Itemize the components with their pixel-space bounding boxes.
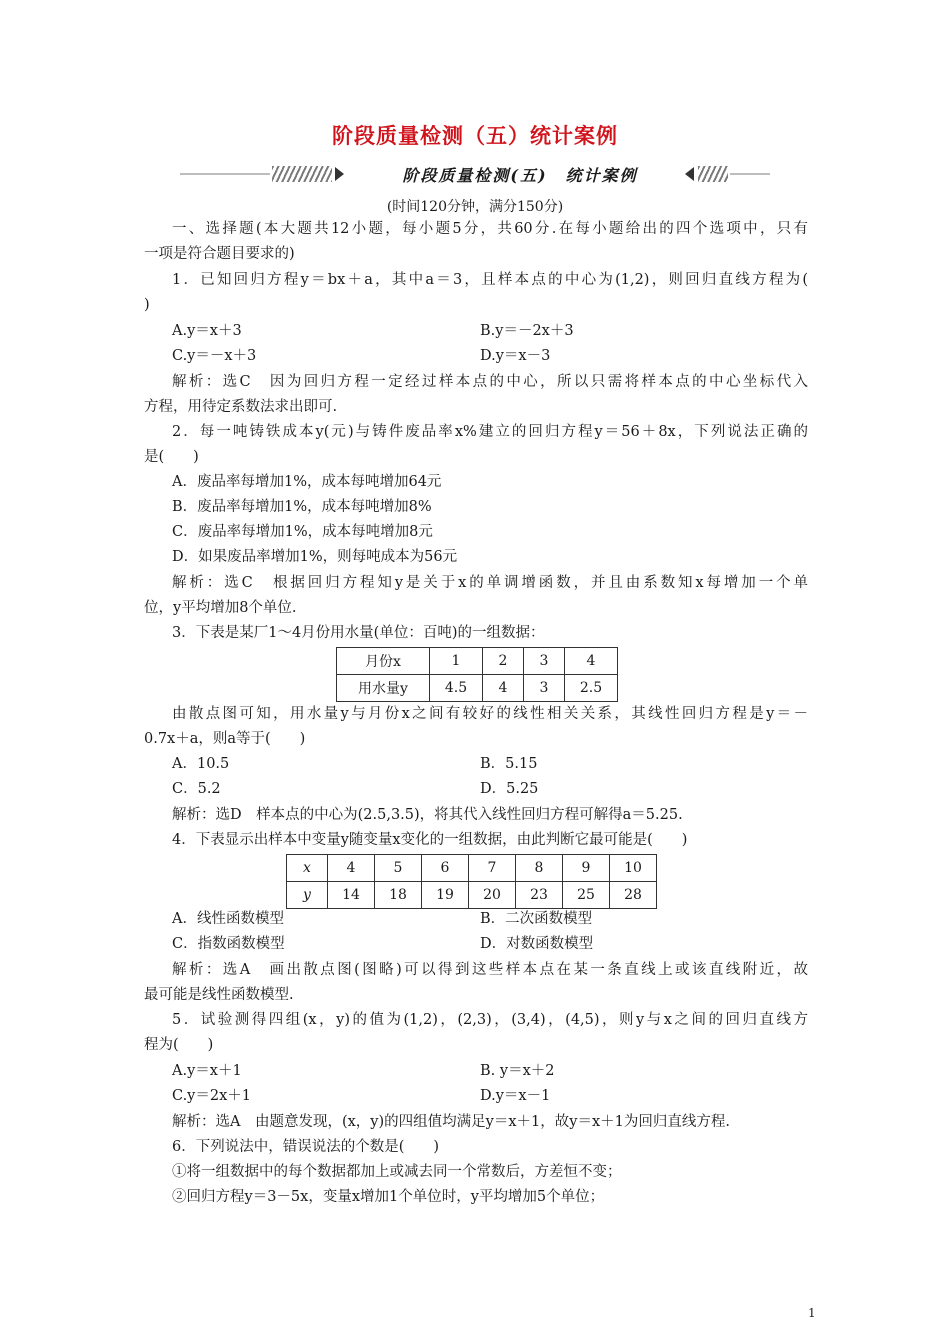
table-cell: 3 <box>524 648 565 675</box>
banner-right-hatch <box>698 166 728 182</box>
table-cell: 4 <box>483 675 524 702</box>
q4-option-b: B．二次函数模型 <box>480 911 593 927</box>
table-cell: 2.5 <box>565 675 618 702</box>
q5-option-c: C.y＝2x＋1 <box>172 1088 252 1104</box>
q5-stem: 5．试验测得四组(x，y)的值为(1,2)，(2,3)，(3,4)，(4,5)，则y与x之间的回归直线方 <box>172 1012 808 1028</box>
q1-option-d: D.y＝x－3 <box>480 348 551 364</box>
table-row <box>287 882 657 909</box>
table-cell: 19 <box>422 882 469 909</box>
table-cell: 3 <box>524 675 565 702</box>
page-title: 阶段质量检测（五）统计案例 <box>332 123 618 148</box>
q2-option-d: D．如果废品率增加1%，则每吨成本为56元 <box>172 549 458 565</box>
q4-data-table <box>286 854 657 909</box>
q4-option-a: A．线性函数模型 <box>172 911 284 927</box>
q1-option-a: A.y＝x＋3 <box>172 323 242 339</box>
table-cell: x <box>287 855 328 882</box>
q5-answer: 解析：选A 由题意发现，(x，y)的四组值均满足y＝x＋1，故y＝x＋1为回归直线方程. <box>172 1114 730 1130</box>
table-cell: 4 <box>565 648 618 675</box>
q6-item-1: ①将一组数据中的每个数据都加上或减去同一个常数后，方差恒不变； <box>172 1164 622 1180</box>
q2-option-c: C．废品率每增加1%，成本每吨增加8元 <box>172 524 433 540</box>
q1-answer-cont: 方程，用待定系数法求出即可. <box>144 399 338 415</box>
section-header-cont: 一项是符合题目要求的) <box>144 246 295 262</box>
q3-answer: 解析：选D 样本点的中心为(2.5,3.5)，将其代入线性回归方程可解得a＝5.25. <box>172 807 683 823</box>
table-cell: 2 <box>483 648 524 675</box>
q1-answer: 解析：选C 因为回归方程一定经过样本点的中心，所以只需将样本点的中心坐标代入 <box>172 374 808 390</box>
title-banner <box>180 163 770 185</box>
table-cell: 5 <box>375 855 422 882</box>
table-cell: 6 <box>422 855 469 882</box>
banner-right-arrow-icon <box>335 167 344 181</box>
q1-stem: 1．已知回归方程y＝bx＋a，其中a＝3，且样本点的中心为(1,2)，则回归直线方程为( <box>172 272 808 288</box>
q5-stem-cont: 程为( ) <box>144 1037 214 1053</box>
q2-option-a: A．废品率每增加1%，成本每吨增加64元 <box>172 474 442 490</box>
exam-time-score: (时间120分钟，满分150分) <box>386 199 564 215</box>
q4-answer: 解析：选A 画出散点图(图略)可以得到这些样本点在某一条直线上或该直线附近，故 <box>172 962 808 978</box>
q1-stem-cont: ) <box>144 297 150 313</box>
table-cell: 4.5 <box>430 675 483 702</box>
banner-left-rule <box>180 173 270 175</box>
section-header: 一、选择题(本大题共12小题，每小题5分，共60分.在每小题给出的四个选项中，只有 <box>172 221 808 237</box>
table-cell: 1 <box>430 648 483 675</box>
q3-text-cont: 0.7x＋a，则a等于( ) <box>144 731 306 747</box>
q6-item-2: ②回归方程y＝3－5x，变量x增加1个单位时，y平均增加5个单位； <box>172 1189 605 1205</box>
q3-option-a: A．10.5 <box>172 756 230 772</box>
q5-option-d: D.y＝x－1 <box>480 1088 551 1104</box>
q2-stem-cont: 是( ) <box>144 449 199 465</box>
q3-stem: 3．下表是某厂1～4月份用水量(单位：百吨)的一组数据： <box>172 625 545 641</box>
table-cell: 4 <box>328 855 375 882</box>
q3-option-b: B．5.15 <box>480 756 538 772</box>
table-row <box>287 855 657 882</box>
q4-answer-cont: 最可能是线性函数模型. <box>144 987 294 1003</box>
table-cell: 14 <box>328 882 375 909</box>
table-cell: 9 <box>563 855 610 882</box>
banner-title: 阶段质量检测(五) 统计案例 <box>402 166 638 185</box>
banner-left-arrow-icon <box>685 167 694 181</box>
q3-option-c: C．5.2 <box>172 781 221 797</box>
table-cell: 10 <box>610 855 657 882</box>
table-cell: 月份x <box>337 648 430 675</box>
q3-data-table <box>336 647 618 702</box>
table-cell: 23 <box>516 882 563 909</box>
table-cell: y <box>287 882 328 909</box>
q2-stem: 2．每一吨铸铁成本y(元)与铸件废品率x%建立的回归方程y＝56＋8x，下列说法正确的 <box>172 424 808 440</box>
q5-option-a: A.y＝x＋1 <box>172 1063 242 1079</box>
q4-option-c: C．指数函数模型 <box>172 936 285 952</box>
q3-option-d: D．5.25 <box>480 781 539 797</box>
table-cell: 28 <box>610 882 657 909</box>
page-number: 1 <box>808 1306 816 1320</box>
table-row <box>337 675 618 702</box>
table-cell: 7 <box>469 855 516 882</box>
banner-right-rule <box>730 173 770 175</box>
q2-option-b: B．废品率每增加1%，成本每吨增加8% <box>172 499 432 515</box>
table-cell: 8 <box>516 855 563 882</box>
q1-option-c: C.y＝－x＋3 <box>172 348 257 364</box>
table-cell: 25 <box>563 882 610 909</box>
table-row <box>337 648 618 675</box>
banner-left-hatch <box>272 166 332 182</box>
q2-answer-cont: 位，y平均增加8个单位. <box>144 600 297 616</box>
q4-option-d: D．对数函数模型 <box>480 936 594 952</box>
q1-option-b: B.y＝－2x＋3 <box>480 323 574 339</box>
q2-answer: 解析：选C 根据回归方程知y是关于x的单调增函数，并且由系数知x每增加一个单 <box>172 575 808 591</box>
q3-text: 由散点图可知，用水量y与月份x之间有较好的线性相关关系，其线性回归方程是y＝－ <box>172 706 808 722</box>
table-cell: 用水量y <box>337 675 430 702</box>
q6-stem: 6．下列说法中，错误说法的个数是( ) <box>172 1139 440 1155</box>
q4-stem: 4．下表显示出样本中变量y随变量x变化的一组数据，由此判断它最可能是( ) <box>172 832 688 848</box>
q5-option-b: B. y＝x＋2 <box>480 1063 555 1079</box>
table-cell: 18 <box>375 882 422 909</box>
table-cell: 20 <box>469 882 516 909</box>
